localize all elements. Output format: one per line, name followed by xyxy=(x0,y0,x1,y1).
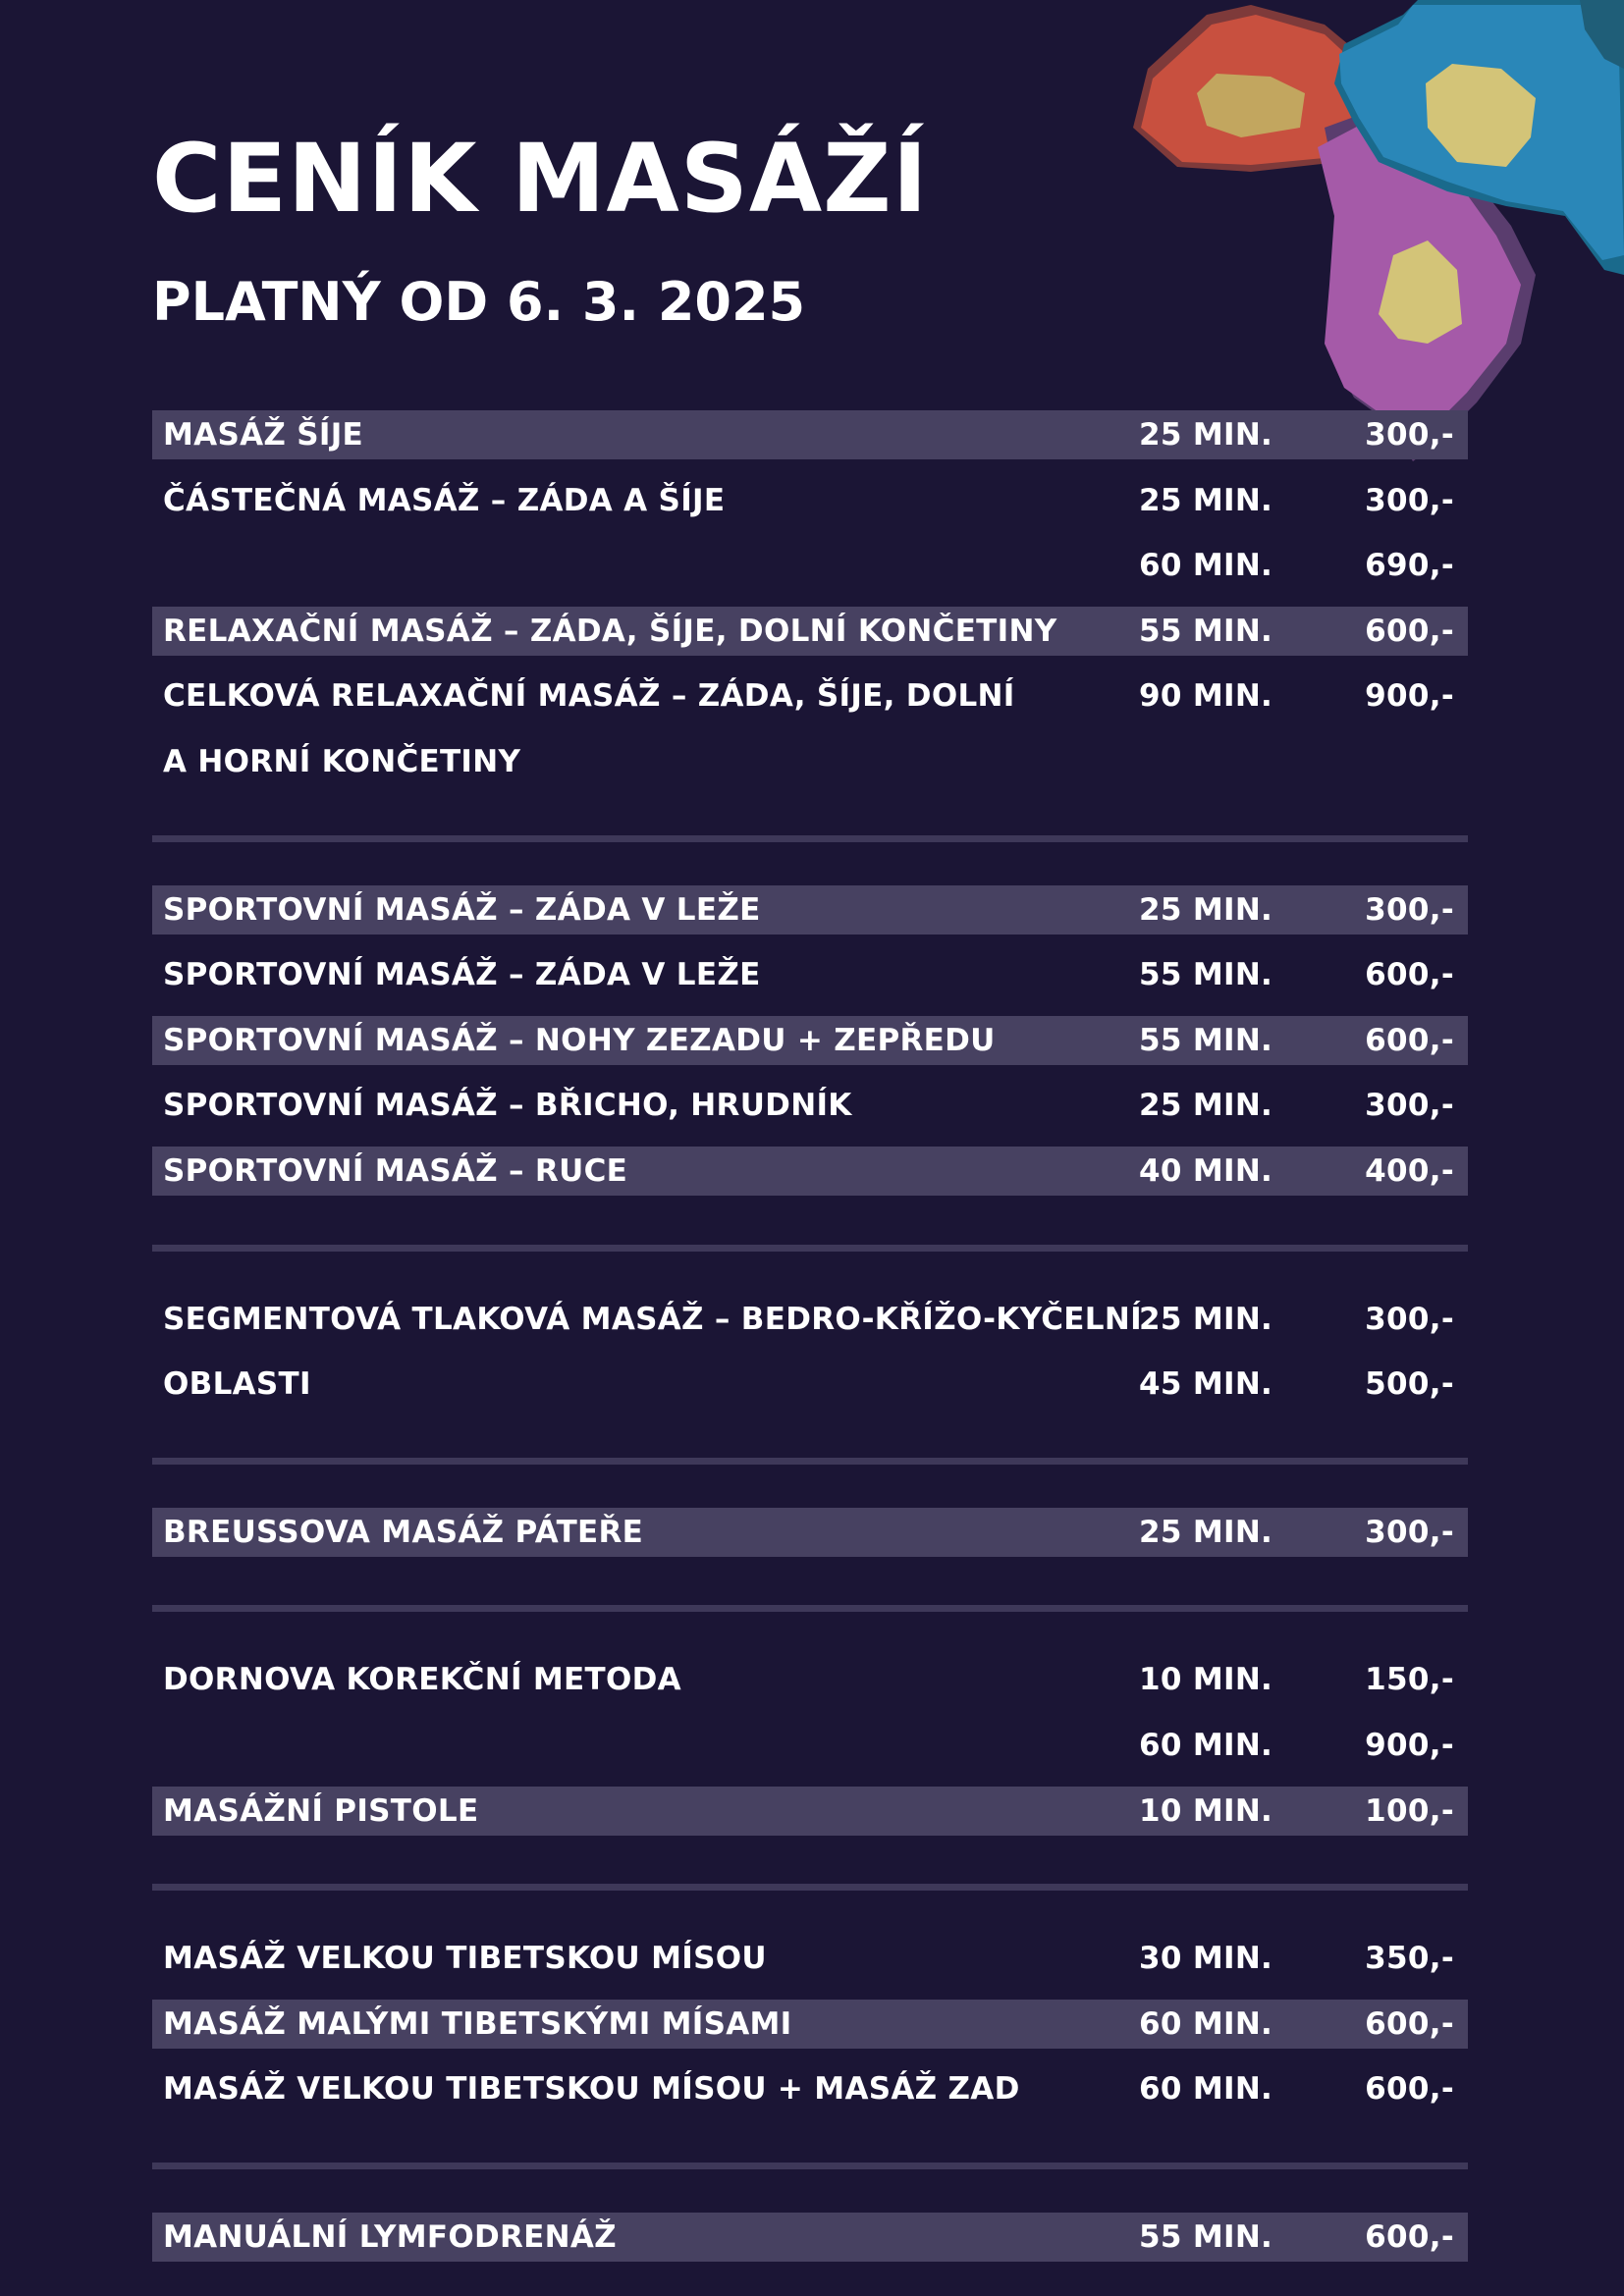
service-price: 300,- xyxy=(1365,1514,1454,1550)
price-row xyxy=(152,671,1468,721)
price-row xyxy=(152,607,1468,656)
decorative-shapes xyxy=(1133,0,1624,471)
service-time: 10 MIN. xyxy=(1139,1792,1273,1829)
group-spacer xyxy=(152,2169,1468,2213)
service-time: 55 MIN. xyxy=(1139,613,1273,649)
service-price: 150,- xyxy=(1365,1662,1454,1698)
service-name: SPORTOVNÍ MASÁŽ – ZÁDA V LEŽE xyxy=(163,891,761,928)
price-row xyxy=(152,1016,1468,1065)
service-time: 25 MIN. xyxy=(1139,482,1273,518)
service-price: 900,- xyxy=(1365,678,1454,715)
price-row xyxy=(152,1360,1468,1409)
service-name: MASÁŽ VELKOU TIBETSKOU MÍSOU + MASÁŽ ZAD xyxy=(163,2071,1020,2108)
service-name: SPORTOVNÍ MASÁŽ – BŘICHO, HRUDNÍK xyxy=(163,1088,852,1124)
group-spacer xyxy=(152,1612,1468,1655)
section-divider xyxy=(152,835,1468,842)
price-row xyxy=(152,1508,1468,1557)
service-name: MASÁŽ ŠÍJE xyxy=(163,417,364,453)
service-price: 100,- xyxy=(1365,1792,1454,1829)
service-name: OBLASTI xyxy=(163,1366,311,1403)
price-row xyxy=(152,1295,1468,1344)
section-divider xyxy=(152,2163,1468,2169)
service-time: 90 MIN. xyxy=(1139,678,1273,715)
service-price: 300,- xyxy=(1365,1301,1454,1337)
service-price: 600,- xyxy=(1365,957,1454,993)
service-name: DORNOVA KOREKČNÍ METODA xyxy=(163,1662,681,1698)
section-divider xyxy=(152,1245,1468,1252)
service-price: 600,- xyxy=(1365,613,1454,649)
service-name: ČÁSTEČNÁ MASÁŽ – ZÁDA A ŠÍJE xyxy=(163,482,726,518)
section-divider xyxy=(152,1884,1468,1891)
service-price: 300,- xyxy=(1365,891,1454,928)
price-row xyxy=(152,2000,1468,2049)
service-time: 25 MIN. xyxy=(1139,1514,1273,1550)
service-time: 60 MIN. xyxy=(1139,548,1273,584)
service-price: 600,- xyxy=(1365,1022,1454,1058)
price-row xyxy=(152,1081,1468,1130)
group-spacer xyxy=(152,1465,1468,1508)
price-row xyxy=(152,541,1468,590)
service-price: 300,- xyxy=(1365,482,1454,518)
service-time: 55 MIN. xyxy=(1139,2218,1273,2255)
service-price: 500,- xyxy=(1365,1366,1454,1403)
service-name: BREUSSOVA MASÁŽ PÁTEŘE xyxy=(163,1514,644,1550)
service-name: CELKOVÁ RELAXAČNÍ MASÁŽ – ZÁDA, ŠÍJE, DOLNÍ xyxy=(163,678,1015,715)
page-title: CENÍK MASÁŽÍ xyxy=(152,124,929,234)
section-divider xyxy=(152,1605,1468,1612)
service-price: 900,- xyxy=(1365,1727,1454,1763)
group-spacer xyxy=(152,1425,1468,1458)
price-row xyxy=(152,1655,1468,1704)
price-list xyxy=(152,410,1468,2277)
group-spacer xyxy=(152,2130,1468,2163)
service-name: A HORNÍ KONČETINY xyxy=(163,743,521,779)
service-time: 60 MIN. xyxy=(1139,2005,1273,2042)
group-spacer xyxy=(152,842,1468,885)
price-row xyxy=(152,1787,1468,1836)
service-name: MANUÁLNÍ LYMFODRENÁŽ xyxy=(163,2218,617,2255)
service-price: 600,- xyxy=(1365,2071,1454,2108)
price-row xyxy=(152,737,1468,786)
service-time: 25 MIN. xyxy=(1139,891,1273,928)
service-price: 300,- xyxy=(1365,417,1454,453)
service-name: MASÁŽ VELKOU TIBETSKOU MÍSOU xyxy=(163,1941,767,1977)
service-time: 55 MIN. xyxy=(1139,1022,1273,1058)
service-price: 350,- xyxy=(1365,1941,1454,1977)
service-name: MASÁŽ MALÝMI TIBETSKÝMI MÍSAMI xyxy=(163,2005,792,2042)
group-spacer xyxy=(152,1891,1468,1934)
service-name: SEGMENTOVÁ TLAKOVÁ MASÁŽ – BEDRO-KŘÍŽO-KYČELNÍ xyxy=(163,1301,1142,1337)
price-row xyxy=(152,476,1468,525)
service-time: 45 MIN. xyxy=(1139,1366,1273,1403)
service-price: 600,- xyxy=(1365,2218,1454,2255)
service-price: 400,- xyxy=(1365,1152,1454,1189)
service-time: 60 MIN. xyxy=(1139,2071,1273,2108)
service-time: 40 MIN. xyxy=(1139,1152,1273,1189)
group-spacer xyxy=(152,1851,1468,1884)
price-row xyxy=(152,950,1468,999)
price-row xyxy=(152,1147,1468,1196)
service-name: MASÁŽNÍ PISTOLE xyxy=(163,1792,479,1829)
service-name: RELAXAČNÍ MASÁŽ – ZÁDA, ŠÍJE, DOLNÍ KONČETINY xyxy=(163,613,1057,649)
group-spacer xyxy=(152,1252,1468,1295)
valid-from-subtitle: PLATNÝ OD 6. 3. 2025 xyxy=(152,271,806,333)
price-row xyxy=(152,2213,1468,2262)
service-time: 25 MIN. xyxy=(1139,1301,1273,1337)
service-price: 300,- xyxy=(1365,1088,1454,1124)
service-time: 25 MIN. xyxy=(1139,1088,1273,1124)
price-row xyxy=(152,1934,1468,1983)
service-time: 60 MIN. xyxy=(1139,1727,1273,1763)
price-row xyxy=(152,2064,1468,2113)
service-time: 55 MIN. xyxy=(1139,957,1273,993)
service-name: SPORTOVNÍ MASÁŽ – RUCE xyxy=(163,1152,628,1189)
price-row xyxy=(152,1721,1468,1770)
service-name: SPORTOVNÍ MASÁŽ – ZÁDA V LEŽE xyxy=(163,957,761,993)
price-row xyxy=(152,885,1468,934)
service-name: SPORTOVNÍ MASÁŽ – NOHY ZEZADU + ZEPŘEDU xyxy=(163,1022,996,1058)
service-time: 10 MIN. xyxy=(1139,1662,1273,1698)
section-divider xyxy=(152,1458,1468,1465)
service-price: 690,- xyxy=(1365,548,1454,584)
service-time: 25 MIN. xyxy=(1139,417,1273,453)
service-time: 30 MIN. xyxy=(1139,1941,1273,1977)
service-price: 600,- xyxy=(1365,2005,1454,2042)
group-spacer xyxy=(152,1573,1468,1605)
price-row xyxy=(152,410,1468,459)
group-spacer xyxy=(152,803,1468,835)
group-spacer xyxy=(152,1212,1468,1245)
